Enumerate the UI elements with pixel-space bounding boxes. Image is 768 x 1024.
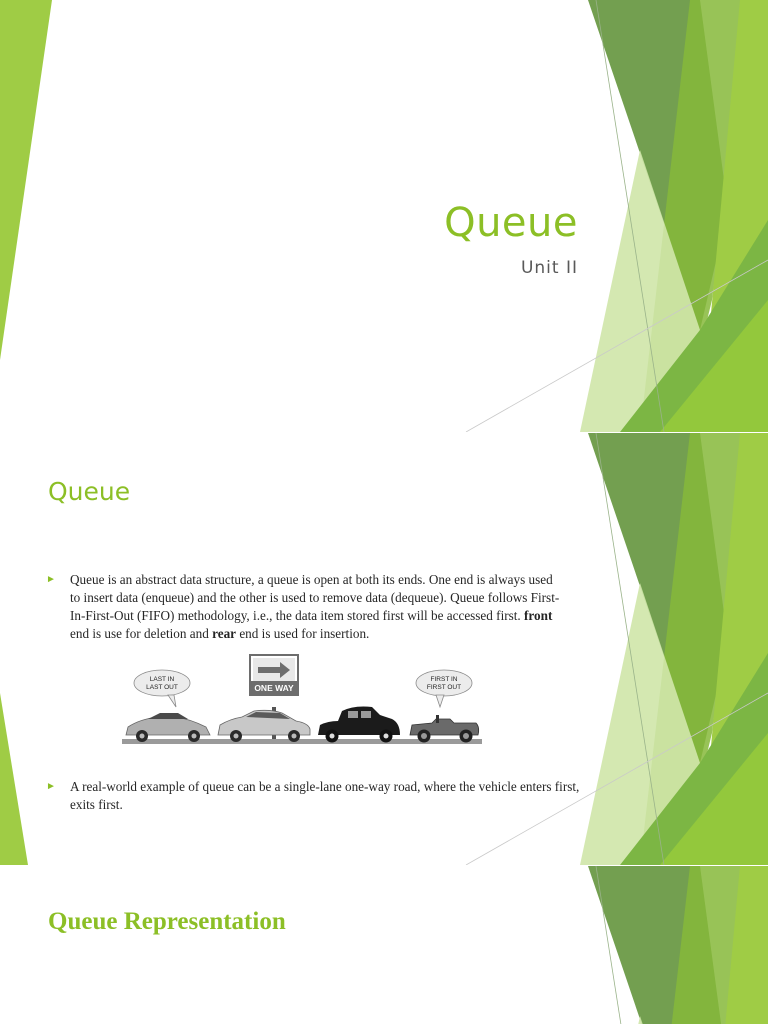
- slide-title-text: Queue: [444, 200, 578, 246]
- bullet-item-example: [46, 778, 585, 814]
- svg-text:FIRST OUT: FIRST OUT: [426, 684, 462, 691]
- antique-car-icon: [410, 715, 479, 743]
- left-green-triangle: [0, 693, 28, 865]
- bullet-text: end is use for deletion and: [70, 626, 213, 641]
- slide-heading: Queue Representation: [48, 908, 286, 935]
- bullet-text: Queue is an abstract data structure, a queue is open at both its ends. One end is always used to insert data (enqueue) and the other is used to remove data (dequeue). Queue follows First-In-First-Out (FIFO) methodology, i.e., the data item stored first will be accessed first.: [70, 572, 560, 623]
- bullet-arrow-icon: ►: [46, 574, 56, 585]
- bullet-bold-rear: rear: [212, 626, 237, 641]
- slide-queue-representation: [0, 866, 768, 1024]
- vintage-black-car-icon: [318, 707, 400, 743]
- slide-subtitle-text: Unit II: [520, 258, 578, 278]
- slide-heading: Queue: [48, 477, 131, 506]
- bullet-bold-front: front: [524, 608, 553, 623]
- svg-text:LAST IN: LAST IN: [149, 676, 175, 683]
- slide-queue: [0, 433, 768, 865]
- svg-text:ONE WAY: ONE WAY: [254, 683, 294, 693]
- slide-decoration: [0, 866, 768, 1024]
- bullet-text: end is used for insertion.: [236, 626, 370, 641]
- sedan-car-icon: [218, 710, 310, 742]
- first-in-first-out-bubble: [416, 670, 472, 707]
- svg-text:LAST OUT: LAST OUT: [146, 684, 178, 691]
- sports-car-icon: [126, 713, 210, 742]
- one-way-road-figure: [118, 649, 486, 749]
- bullet-item-definition: [46, 571, 561, 643]
- bullet-list: [46, 571, 561, 643]
- slide-decoration: [0, 0, 768, 432]
- bullet-arrow-icon: ►: [46, 781, 56, 792]
- left-green-triangle: [0, 0, 52, 360]
- svg-text:FIRST IN: FIRST IN: [430, 676, 458, 683]
- last-in-last-out-bubble: [134, 670, 190, 707]
- slide-title: [0, 0, 768, 432]
- bullet-text: A real-world example of queue can be a single-lane one-way road, where the vehicle enters first, exits first.: [70, 779, 580, 812]
